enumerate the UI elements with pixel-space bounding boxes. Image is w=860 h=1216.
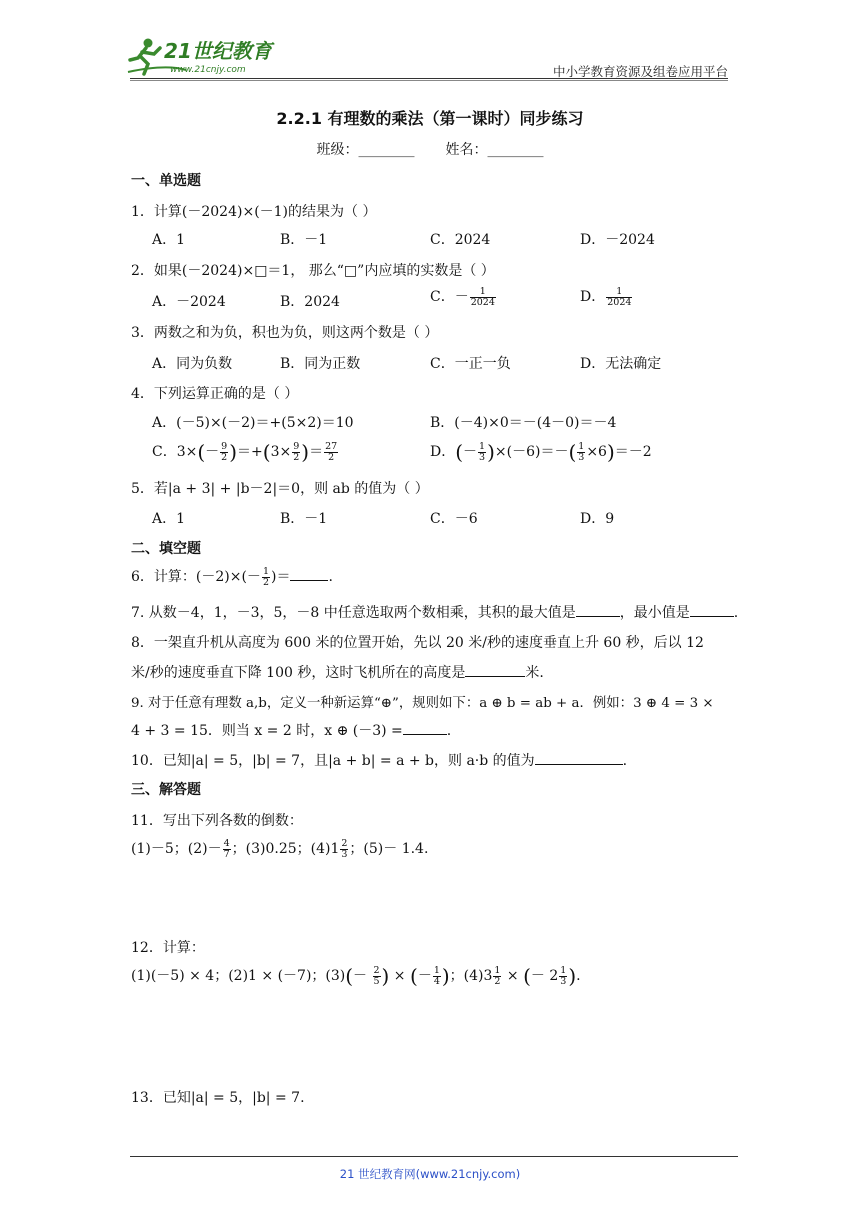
q2-d-den: 2024 [607, 296, 632, 308]
q4-c-frac2 [292, 442, 300, 463]
q12-part2: ；(4)3 [449, 968, 493, 984]
q12-n2: 1 [433, 964, 440, 976]
q12-n1: 2 [373, 964, 380, 976]
question-11-stem: 11．写出下列各数的倒数： [131, 813, 303, 829]
q1-option-c[interactable]: C．2024 [430, 232, 491, 248]
q8-end: 米. [525, 665, 544, 681]
q11-d2: 3 [341, 848, 348, 860]
runner-logo-icon [126, 34, 296, 78]
question-8-line1: 8．一架直升机从高度为 600 米的位置开始，先以 20 米/秒的速度垂直上升 60 秒，后以 12 [131, 635, 704, 651]
q3-option-b[interactable]: B．同为正数 [280, 356, 361, 372]
question-4-stem: 4．下列运算正确的是（ ） [131, 386, 299, 402]
q6-den: 2 [262, 576, 269, 588]
site-logo [126, 34, 296, 78]
class-name-line [0, 139, 860, 159]
q10-text: 10．已知|a| = 5，|b| = 7，且|a + b| = a + b，则 a·b 的值为 [131, 753, 535, 769]
q12-times1: × [389, 968, 410, 984]
q2-option-b[interactable]: B．2024 [280, 294, 340, 310]
question-2-stem: 2．如果(－2024)×□＝1， 那么“□”内应填的实数是（ ） [131, 263, 495, 279]
section-heading-single-choice: 一、单选题 [131, 173, 201, 189]
section-heading-fill-blank: 二、填空题 [131, 541, 201, 557]
q4-c-d1: 2 [221, 451, 228, 463]
q4-c-prefix: C．3× [152, 444, 198, 460]
q12-part1: (1)(－5) × 4；(2)1 × (－7)；(3) [131, 968, 346, 984]
footer-divider [130, 1156, 738, 1157]
q6-prefix: 6．计算：(－2)×(－ [131, 569, 261, 585]
question-1-stem: 1．计算(－2024)×(－1)的结果为（ ） [131, 204, 377, 220]
q12-frac1 [373, 966, 381, 987]
q5-option-b[interactable]: B．－1 [280, 511, 328, 527]
q12-times2: × [502, 968, 524, 984]
q6-answer-blank[interactable] [290, 568, 328, 581]
q4-d-n1: 1 [479, 440, 486, 452]
q11-n1: 4 [223, 837, 230, 849]
q10-end: . [622, 753, 628, 769]
q9-answer-blank[interactable] [403, 722, 447, 735]
q12-frac4 [559, 966, 567, 987]
class-field[interactable]: 班级：________ [316, 142, 415, 158]
name-field[interactable]: 姓名：________ [445, 142, 544, 158]
question-5-stem: 5．若|a + 3| + |b－2|＝0，则 ab 的值为（ ） [131, 481, 429, 497]
q7-mid: ，最小值是 [619, 605, 690, 621]
q1-option-a[interactable]: A．1 [152, 232, 186, 248]
q2-option-c[interactable] [430, 286, 497, 307]
footer-link[interactable]: 21 世纪教育网(www.21cnjy.com) [339, 1167, 521, 1181]
q4-c-inner: 3× [270, 444, 292, 460]
q11-d1: 7 [223, 848, 230, 860]
q7-text: 7. 从数－4，1，－3，5，－8 中任意选取两个数相乘，其积的最大值是 [131, 605, 576, 621]
question-11-items [131, 838, 428, 859]
q4-c-mid: ＝+ [237, 444, 263, 460]
q7-max-blank[interactable] [576, 604, 620, 617]
q12-part3: － 2 [530, 968, 559, 984]
q6-end: . [328, 569, 333, 585]
q2-d-num: 1 [606, 287, 632, 298]
q4-c-n2: 9 [293, 440, 300, 452]
q4-d-end: ＝－2 [614, 444, 652, 460]
question-8-line2 [131, 662, 544, 682]
q4-d-tail: ×6 [586, 444, 607, 460]
q4-c-n3: 27 [325, 440, 338, 452]
question-7 [131, 602, 738, 622]
q1-option-d[interactable]: D．－2024 [580, 232, 655, 248]
header-divider-thin [130, 80, 728, 81]
q10-answer-blank[interactable] [535, 752, 623, 765]
q12-end: . [576, 968, 581, 984]
q12-d2: 4 [433, 975, 440, 987]
q4-c-frac3 [324, 442, 338, 463]
q11-part3: ；(5)－ 1.4. [349, 841, 429, 857]
question-12-items: (1)(－5) × 4；(2)1 × (－7)；(3)(－ $\frac{2}{5}$ ) × (－ $\frac{1}{4}$ )；(4)3 $\frac{1}{2}$ × (－ 2 $\frac{1}{3}$ ). [131, 964, 581, 988]
q3-option-d[interactable]: D．无法确定 [580, 356, 662, 372]
q4-d-frac2 [577, 442, 585, 463]
q6-post: )＝ [270, 569, 291, 585]
q12-frac3 [493, 966, 501, 987]
q12-n4: 1 [560, 964, 567, 976]
worksheet-title: 2.2.1 有理数的乘法（第一课时）同步练习 [276, 109, 584, 128]
q11-frac1 [223, 839, 231, 860]
q8-line2-text: 米/秒的速度垂直下降 100 秒，这时飞机所在的高度是 [131, 665, 466, 681]
platform-label: 中小学教育资源及组卷应用平台 [552, 64, 728, 79]
header-divider [130, 78, 728, 79]
q4-d-prefix: D． [430, 444, 456, 460]
q11-n2: 2 [341, 837, 348, 849]
q2-d-fraction [606, 287, 632, 308]
q12-n3: 1 [494, 964, 501, 976]
q7-end: . [733, 605, 739, 621]
q4-d-n2: 1 [578, 440, 585, 452]
q2-d-prefix: D． [580, 289, 606, 305]
q2-c-prefix: C．－ [430, 289, 469, 305]
q12-d4: 3 [560, 975, 567, 987]
q8-answer-blank[interactable] [465, 664, 525, 677]
q2-c-num: 1 [470, 287, 496, 298]
q2-option-d[interactable] [580, 286, 633, 307]
q4-d-d1: 3 [479, 451, 486, 463]
question-13-stem: 13．已知|a| = 5，|b| = 7. [131, 1090, 305, 1106]
question-6 [131, 566, 333, 587]
question-9-line1: 9. 对于任意有理数 a,b，定义一种新运算“⊕”，规则如下：a ⊕ b = ab + a．例如：3 ⊕ 4 = 3 × [131, 696, 714, 711]
q6-fraction [262, 567, 270, 588]
q2-c-fraction [470, 287, 496, 308]
q4-d-frac1 [478, 442, 486, 463]
q11-part2: ；(3)0.25；(4)1 [231, 841, 340, 857]
q12-d3: 2 [494, 975, 501, 987]
q9-line2-text: 4 + 3 = 15．则当 x = 2 时，x ⊕ (－3) = [131, 723, 403, 739]
q4-c-d3: 2 [328, 451, 335, 463]
question-12-stem: 12．计算： [131, 940, 205, 956]
q5-option-d[interactable]: D．9 [580, 511, 615, 527]
q12-d1: 5 [373, 975, 380, 987]
q4-option-a[interactable]: A．(－5)×(－2)＝+(5×2)＝10 [152, 415, 354, 431]
q11-part1: (1)－5；(2)－ [131, 841, 222, 857]
q4-option-d[interactable]: D．(－ $\frac{1}{3}$ )×(－6)＝－( $\frac{1}{3}$ ×6)＝－2 [430, 440, 652, 464]
logo-url: www.21cnjy.com [170, 65, 246, 75]
q5-option-c[interactable]: C．－6 [430, 511, 478, 527]
q4-c-eq: ＝ [309, 444, 324, 460]
q3-option-a[interactable]: A．同为负数 [152, 356, 233, 372]
q4-c-d2: 2 [293, 451, 300, 463]
q4-c-frac1 [220, 442, 228, 463]
logo-text: 21世纪教育 [164, 39, 272, 63]
q4-d-d2: 3 [578, 451, 585, 463]
q4-c-n1: 9 [221, 440, 228, 452]
question-9-line2 [131, 720, 451, 740]
q12-frac2 [433, 966, 441, 987]
q3-option-c[interactable]: C．一正一负 [430, 356, 511, 372]
q7-min-blank[interactable] [690, 604, 734, 617]
q1-option-b[interactable]: B．－1 [280, 232, 328, 248]
q4-d-mid: ×(－6)＝－ [494, 444, 569, 460]
q6-num: 1 [262, 565, 269, 577]
q11-frac2 [340, 839, 348, 860]
question-10 [131, 750, 627, 770]
question-3-stem: 3．两数之和为负，积也为负，则这两个数是（ ） [131, 325, 439, 341]
q2-c-den: 2024 [470, 296, 495, 308]
q4-option-c[interactable]: C．3×(－ $\frac{9}{2}$ )＝+(3× $\frac{9}{2}$ )＝ $\frac{27}{2}$ [152, 440, 338, 464]
q2-option-a[interactable]: A．－2024 [152, 294, 226, 310]
q4-option-b[interactable]: B．(－4)×0＝－(4－0)＝－4 [430, 415, 617, 431]
section-heading-answer: 三、解答题 [131, 782, 201, 798]
q5-option-a[interactable]: A．1 [152, 511, 186, 527]
q9-end: . [446, 723, 452, 739]
